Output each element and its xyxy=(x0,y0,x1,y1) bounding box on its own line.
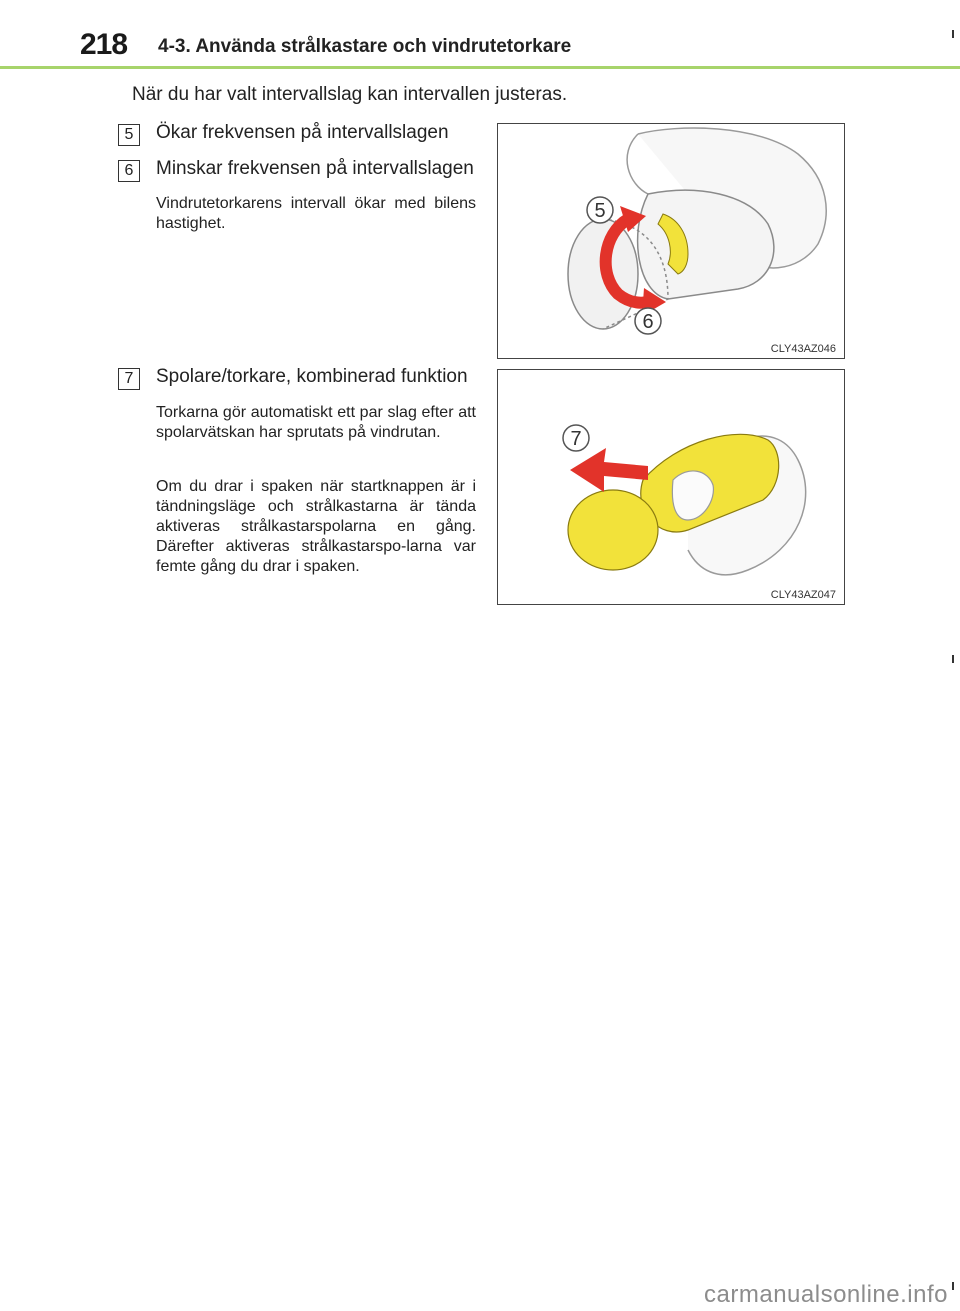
item-6-paragraph: Vindrutetorkarens intervall ökar med bilens hastighet. xyxy=(156,195,476,232)
wiper-lever-rotate-illustration xyxy=(498,124,845,359)
figure-wiper-interval xyxy=(497,123,845,359)
item-marker-5: 5 xyxy=(118,124,140,146)
page-number: 218 xyxy=(80,28,128,61)
section-title: 4-3. Använda strålkastare och vindrutetorkare xyxy=(158,36,572,57)
item-7-paragraph-1: Torkarna gör automatiskt ett par slag efter att spolarvätskan har sprutats på vindrutan. xyxy=(156,404,476,441)
figure-code: CLY43AZ047 xyxy=(770,589,836,601)
callout-6: 6 xyxy=(642,311,654,333)
watermark: carmanualsonline.info xyxy=(704,1281,948,1308)
item-heading-5: Ökar frekvensen på intervallslagen xyxy=(156,122,449,143)
figure-washer-wiper xyxy=(497,369,845,605)
crop-mark xyxy=(952,30,954,38)
header-rule xyxy=(0,66,960,69)
crop-mark xyxy=(952,1282,954,1290)
crop-mark xyxy=(952,655,954,663)
item-heading-6: Minskar frekvensen på intervallslagen xyxy=(156,158,474,179)
item-7-paragraph-2: Om du drar i spaken när startknappen är i tändningsläge och strålkastarna är tända aktiveras strålkastarspolarna en gång. Därefter aktiveras strålkastarspo-larna var femte gång du drar i spaken. xyxy=(156,478,476,575)
intro-text: När du har valt intervallslag kan intervallen justeras. xyxy=(132,84,568,105)
figure-code: CLY43AZ046 xyxy=(770,343,836,355)
item-heading-7: Spolare/torkare, kombinerad funktion xyxy=(156,366,468,387)
callout-7: 7 xyxy=(570,428,582,450)
item-marker-6: 6 xyxy=(118,160,140,182)
item-marker-7: 7 xyxy=(118,368,140,390)
wiper-lever-pull-illustration xyxy=(498,370,845,605)
callout-5: 5 xyxy=(594,200,606,222)
